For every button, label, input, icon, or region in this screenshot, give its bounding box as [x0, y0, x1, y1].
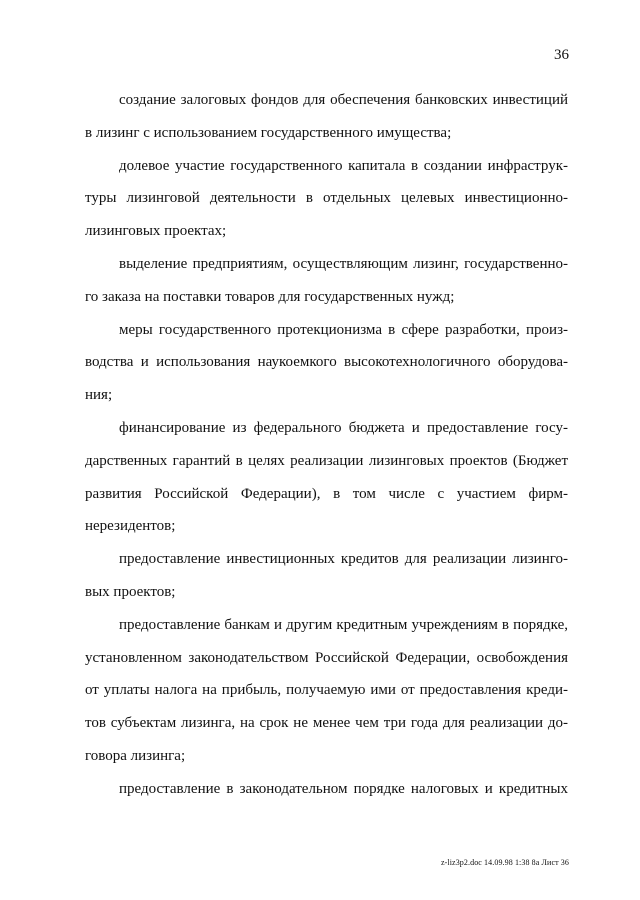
text-line: го заказа на поставки товаров для государственных нужд;	[85, 288, 455, 305]
paragraph-state-order	[85, 248, 568, 314]
text-line: нерезидентов;	[85, 518, 176, 535]
paragraph-state-capital	[85, 150, 568, 248]
text-line: туры лизинговой деятельности в отдельных целевых инвестиционно-	[85, 190, 568, 207]
text-line: говора лизинга;	[85, 747, 186, 764]
text-line: тов субъектам лизинга, на срок не менее чем три года для реализации до-	[85, 715, 568, 732]
paragraph-federal-budget	[85, 412, 568, 543]
text-line: предоставление в законодательном порядке налоговых и кредитных	[119, 780, 568, 797]
text-line: дарственных гарантий в целях реализации лизинговых проектов (Бюджет	[85, 452, 568, 469]
text-line: в лизинг с использованием государственного имущества;	[85, 124, 452, 141]
paragraph-tax-credit-incentives	[85, 773, 568, 806]
text-line: ния;	[85, 387, 113, 404]
document-footer: z-liz3p2.doc 14.09.98 1:38 8a Лист 36	[441, 858, 569, 867]
text-line: выделение предприятиям, осуществляющим лизинг, государственно-	[119, 255, 568, 272]
document-body	[85, 84, 568, 806]
text-line: долевое участие государственного капитала в создании инфраструк-	[119, 157, 568, 174]
text-line: развития Российской Федерации), в том числе с участием фирм-	[85, 485, 568, 502]
page-number: 36	[554, 47, 569, 63]
text-line: лизинговых проектах;	[85, 223, 227, 240]
text-line: предоставление инвестиционных кредитов для реализации лизинго-	[119, 551, 568, 568]
paragraph-investment-credits	[85, 543, 568, 609]
text-line: водства и использования наукоемкого высокотехнологичного оборудова-	[85, 354, 568, 371]
paragraph-collateral-funds	[85, 84, 568, 150]
text-line: вых проектов;	[85, 583, 176, 600]
text-line: финансирование из федерального бюджета и предоставление госу-	[119, 419, 568, 436]
paragraph-tax-exemption	[85, 609, 568, 773]
text-line: от уплаты налога на прибыль, получаемую ими от предоставления креди-	[85, 682, 568, 699]
text-line: меры государственного протекционизма в сфере разработки, произ-	[119, 321, 568, 338]
text-line: создание залоговых фондов для обеспечения банковских инвестиций	[119, 92, 568, 108]
text-line: предоставление банкам и другим кредитным учреждениям в порядке,	[119, 616, 568, 633]
paragraph-protectionism	[85, 314, 568, 412]
text-line: установленном законодательством Российской Федерации, освобождения	[85, 649, 568, 666]
